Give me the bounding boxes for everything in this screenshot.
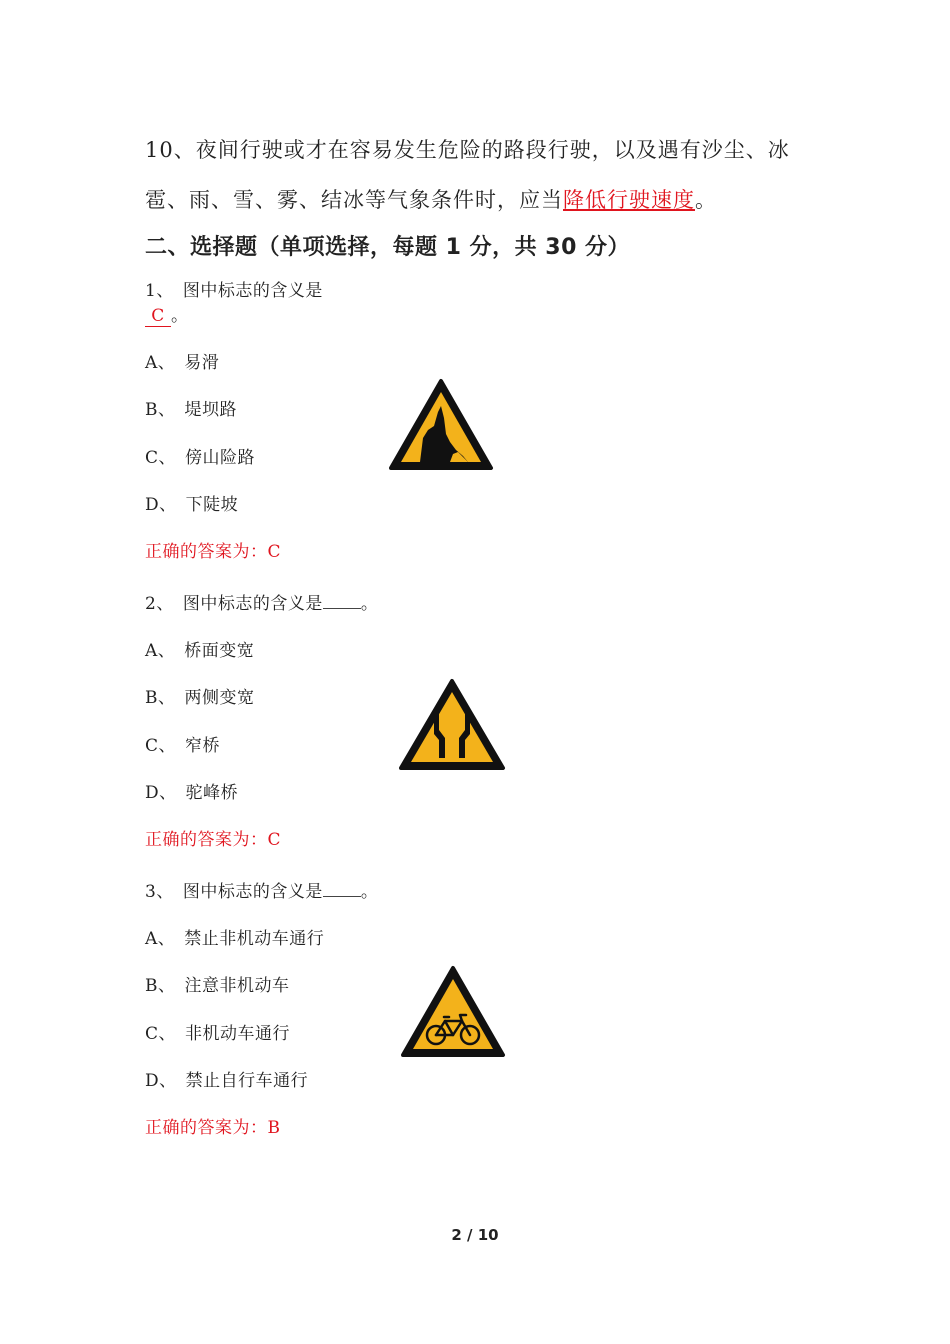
item10-line1: 10、夜间行驶或才在容易发生危险的路段行驶，以及遇有沙尘、冰	[145, 138, 790, 162]
q3-stem-line	[145, 877, 378, 902]
q3-blank	[323, 882, 361, 897]
item10-line2	[145, 184, 717, 214]
q3-correct-answer: 正确的答案为：B	[145, 1118, 281, 1138]
q2-option-b: B、 两侧变宽	[145, 688, 255, 708]
q2-option-d: D、 驼峰桥	[145, 783, 239, 803]
section-heading: 二、选择题（单项选择，每题 1 分，共 30 分）	[145, 235, 631, 260]
q2-stem: 2、 图中标志的含义是	[145, 594, 323, 614]
narrow-bridge-warning-sign-icon	[398, 678, 506, 772]
q1-option-c: C、 傍山险路	[145, 448, 256, 468]
q1-filled-answer: C	[145, 306, 171, 327]
q2-correct-answer: 正确的答案为：C	[145, 830, 282, 850]
item10-answer: 降低行驶速度	[563, 188, 695, 212]
q3-stem-end: 。	[360, 882, 379, 902]
q2-stem-line	[145, 589, 378, 614]
q3-option-a: A、 禁止非机动车通行	[145, 929, 325, 949]
q2-option-a: A、 桥面变宽	[145, 641, 255, 661]
q1-blank	[145, 301, 189, 327]
q2-stem-end: 。	[360, 594, 379, 614]
q2-blank	[323, 594, 361, 609]
q1-option-a: A、 易滑	[145, 353, 220, 373]
item10-line2-text: 雹、雨、雪、雾、结冰等气象条件时，应当	[145, 188, 563, 212]
q2-option-c: C、 窄桥	[145, 736, 221, 756]
item10-line2-end: 。	[695, 188, 717, 212]
q3-option-c: C、 非机动车通行	[145, 1024, 291, 1044]
q1-option-d: D、 下陡坡	[145, 495, 239, 515]
q1-correct-answer: 正确的答案为：C	[145, 542, 282, 562]
q1-option-b: B、 堤坝路	[145, 400, 237, 420]
q3-option-b: B、 注意非机动车	[145, 976, 290, 996]
mountain-road-warning-sign-icon	[388, 378, 494, 472]
q3-stem: 3、 图中标志的含义是	[145, 882, 323, 902]
q1-stem: 1、 图中标志的含义是	[145, 281, 323, 301]
page-number: 2 / 10	[451, 1226, 499, 1244]
q3-option-d: D、 禁止自行车通行	[145, 1071, 309, 1091]
bicycle-warning-sign-icon	[400, 965, 506, 1059]
q1-stem-end: 。	[171, 306, 189, 326]
